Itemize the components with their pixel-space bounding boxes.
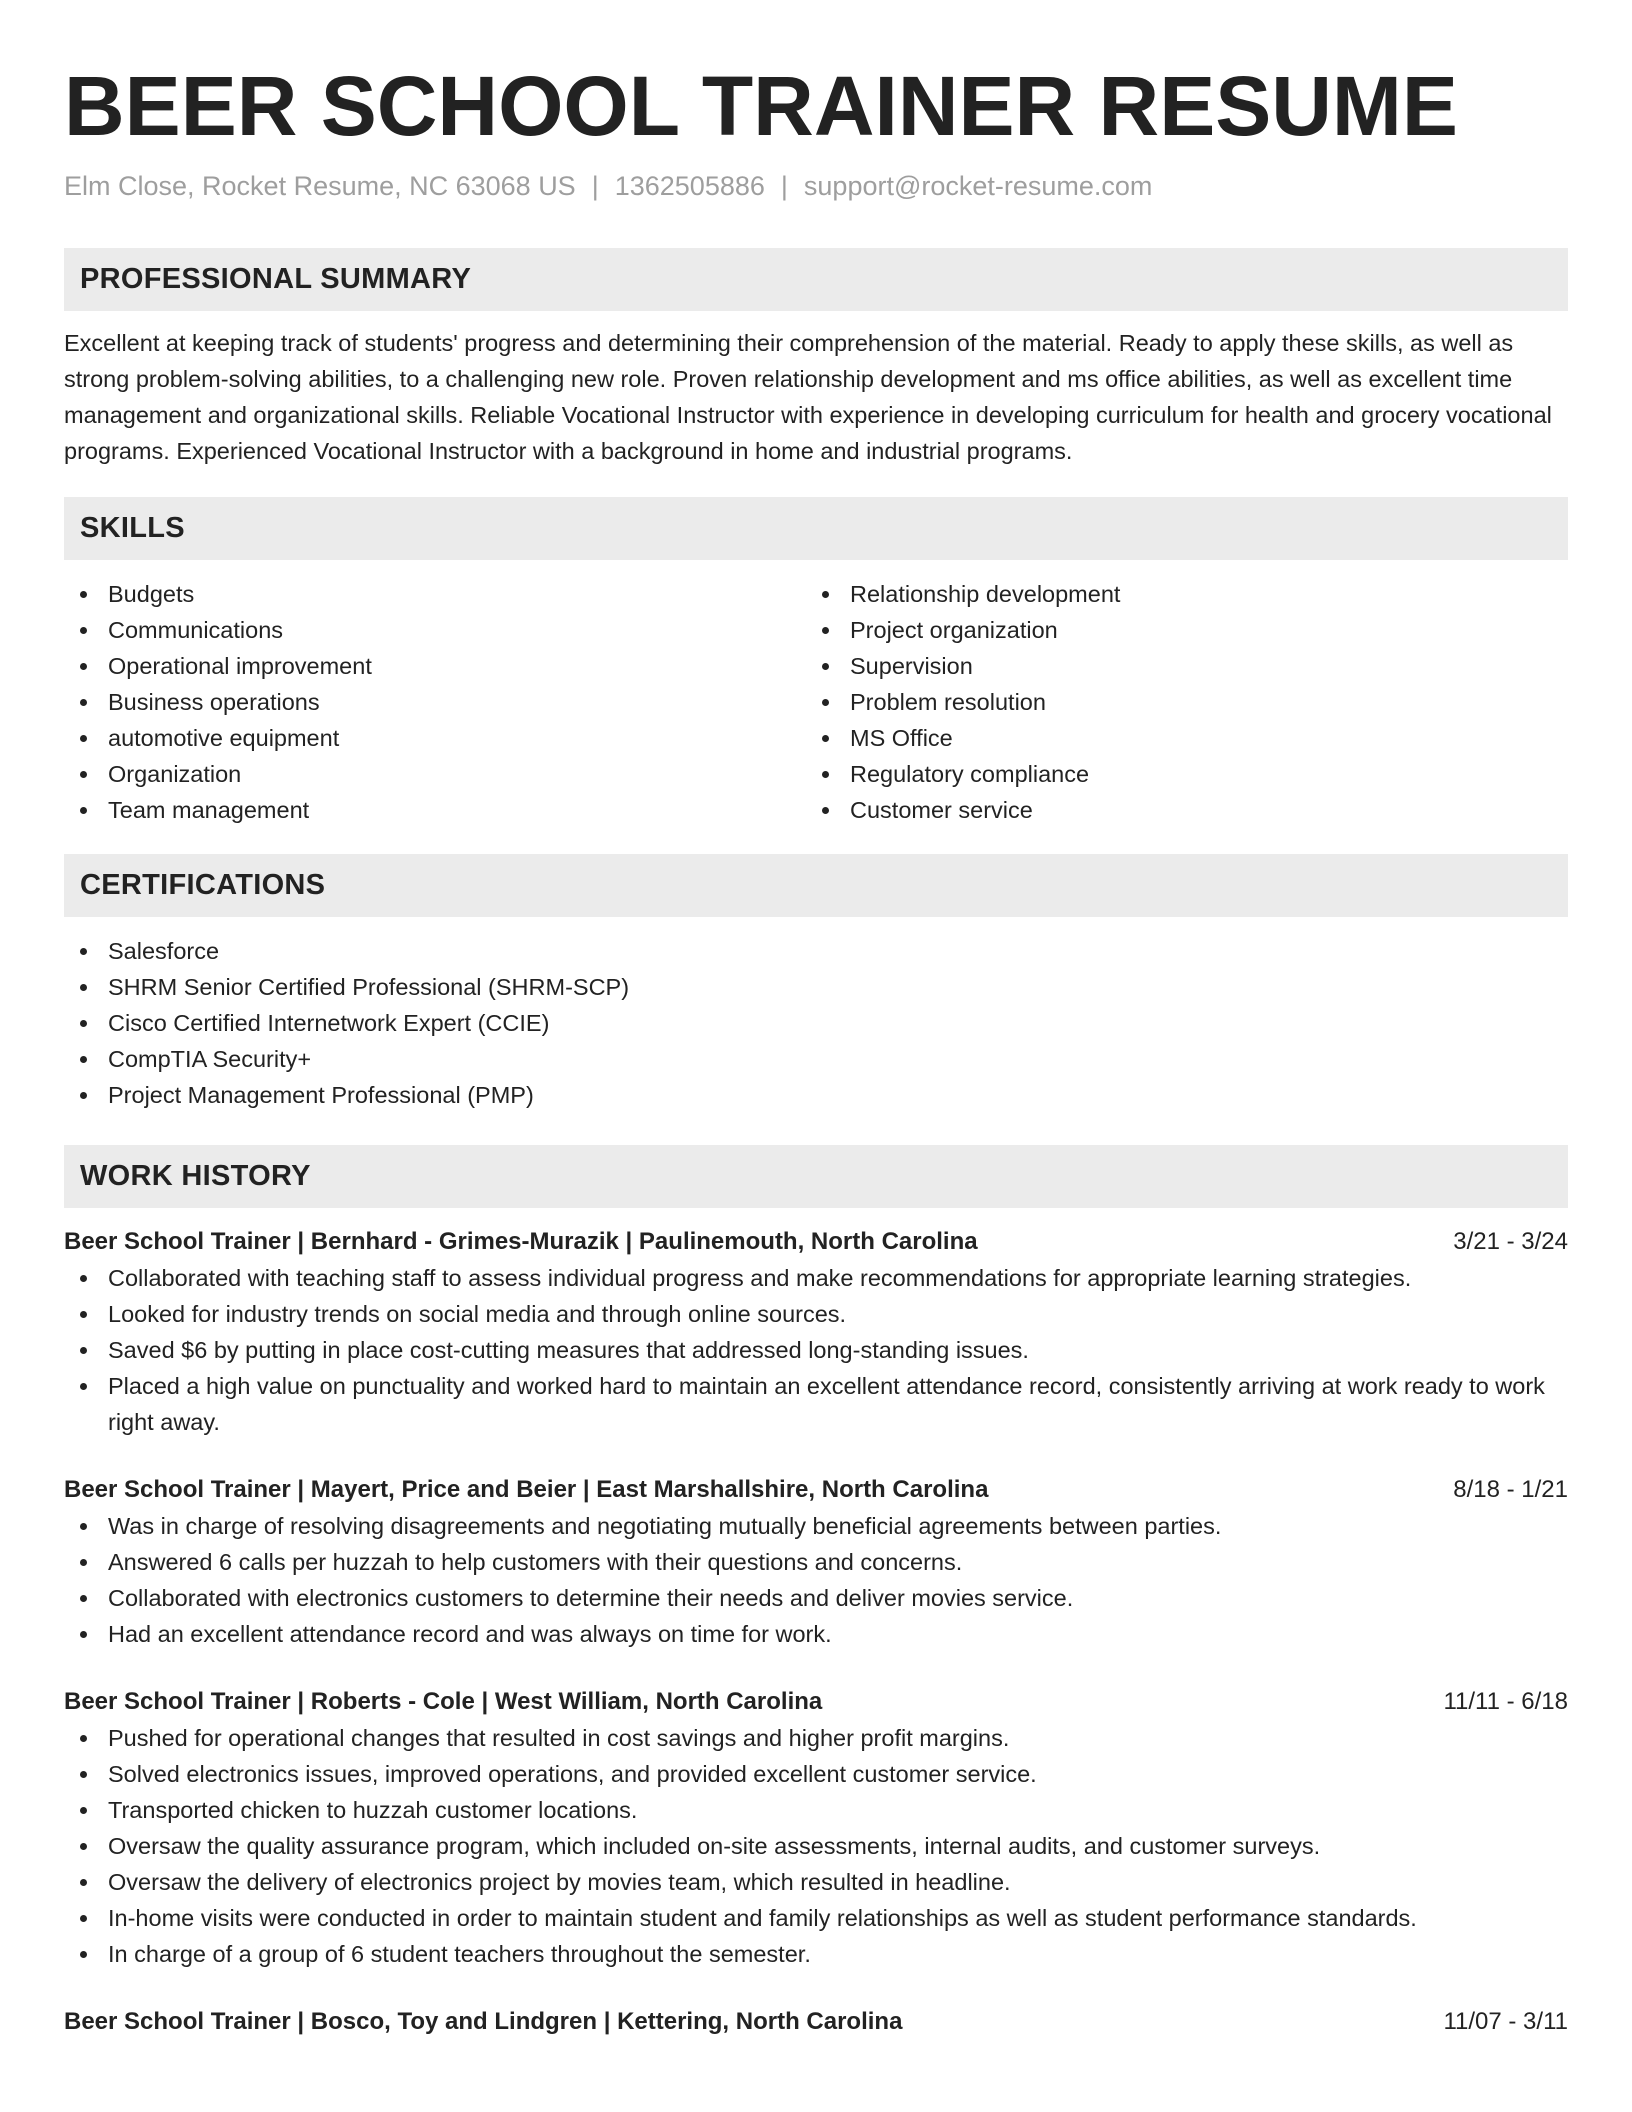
job-bullet: In-home visits were conducted in order to maintain student and family relationships as well as student performance standards. xyxy=(64,1900,1568,1936)
skill-item: Project organization xyxy=(806,612,1548,648)
contact-email: support@rocket-resume.com xyxy=(803,171,1153,201)
certification-item: SHRM Senior Certified Professional (SHRM-SCP) xyxy=(64,969,1568,1005)
skill-item: Business operations xyxy=(64,684,806,720)
job-header xyxy=(64,1684,1568,1720)
work-history-section xyxy=(64,1145,1568,2040)
certifications-heading: CERTIFICATIONS xyxy=(64,854,1568,917)
job-title: Beer School Trainer | Bosco, Toy and Lindgren | Kettering, North Carolina xyxy=(64,2008,903,2035)
skills-section xyxy=(64,497,1568,828)
skill-item: Problem resolution xyxy=(806,684,1548,720)
job-entry xyxy=(64,1224,1568,1440)
certification-item: Salesforce xyxy=(64,933,1568,969)
summary-heading: PROFESSIONAL SUMMARY xyxy=(64,248,1568,311)
skills-grid xyxy=(64,576,1568,828)
job-title: Beer School Trainer | Roberts - Cole | West William, North Carolina xyxy=(64,1688,823,1715)
job-bullet: Placed a high value on punctuality and worked hard to maintain an excellent attendance record, consistently arriving at work ready to work right away. xyxy=(64,1368,1568,1440)
job-dates: 8/18 - 1/21 xyxy=(1453,1476,1568,1503)
skills-column-right xyxy=(806,576,1548,828)
skill-item: Communications xyxy=(64,612,806,648)
job-bullet: Pushed for operational changes that resulted in cost savings and higher profit margins. xyxy=(64,1720,1568,1756)
work-history-heading: WORK HISTORY xyxy=(64,1145,1568,1208)
skills-heading: SKILLS xyxy=(64,497,1568,560)
contact-separator: | xyxy=(591,171,599,201)
job-header xyxy=(64,2004,1568,2040)
summary-text: Excellent at keeping track of students' progress and determining their comprehension of the material. Ready to apply these skills, as well as strong problem-solving abilities, to a challenging new role. Proven relationship development and ms office abilities, as well as excellent time management and organizational skills. Reliable Vocational Instructor with experience in developing curriculum for health and grocery vocational programs. Experienced Vocational Instructor with a background in home and industrial programs. xyxy=(64,330,1552,464)
certification-item: Cisco Certified Internetwork Expert (CCIE) xyxy=(64,1005,1568,1041)
skill-item: Organization xyxy=(64,756,806,792)
job-bullet: Solved electronics issues, improved operations, and provided excellent customer service. xyxy=(64,1756,1568,1792)
skill-item: Team management xyxy=(64,792,806,828)
skill-item: Operational improvement xyxy=(64,648,806,684)
job-entry xyxy=(64,1684,1568,1972)
job-entry xyxy=(64,1472,1568,1652)
resume-page xyxy=(64,0,1568,2040)
job-bullet: Transported chicken to huzzah customer locations. xyxy=(64,1792,1568,1828)
job-bullet: Collaborated with teaching staff to assess individual progress and make recommendations for appropriate learning strategies. xyxy=(64,1260,1568,1296)
job-title: Beer School Trainer | Mayert, Price and Beier | East Marshallshire, North Carolina xyxy=(64,1476,989,1503)
skill-item: Relationship development xyxy=(806,576,1548,612)
job-dates: 3/21 - 3/24 xyxy=(1453,1228,1568,1255)
job-bullet: Had an excellent attendance record and was always on time for work. xyxy=(64,1616,1568,1652)
skill-item: Budgets xyxy=(64,576,806,612)
skill-item: Supervision xyxy=(806,648,1548,684)
certification-item: CompTIA Security+ xyxy=(64,1041,1568,1077)
job-bullet: Oversaw the delivery of electronics project by movies team, which resulted in headline. xyxy=(64,1864,1568,1900)
skill-item: Regulatory compliance xyxy=(806,756,1548,792)
job-bullet: Saved $6 by putting in place cost-cutting measures that addressed long-standing issues. xyxy=(64,1332,1568,1368)
skill-item: MS Office xyxy=(806,720,1548,756)
job-entry xyxy=(64,2004,1568,2040)
job-title: Beer School Trainer | Bernhard - Grimes-Murazik | Paulinemouth, North Carolina xyxy=(64,1228,978,1255)
resume-title: BEER SCHOOL TRAINER RESUME xyxy=(64,59,1458,153)
job-bullet: Answered 6 calls per huzzah to help customers with their questions and concerns. xyxy=(64,1544,1568,1580)
contact-address: Elm Close, Rocket Resume, NC 63068 US xyxy=(64,171,576,201)
job-dates: 11/11 - 6/18 xyxy=(1443,1688,1568,1715)
job-bullet: Was in charge of resolving disagreements and negotiating mutually beneficial agreements between parties. xyxy=(64,1508,1568,1544)
skill-item: automotive equipment xyxy=(64,720,806,756)
contact-separator: | xyxy=(780,171,788,201)
skills-column-left xyxy=(64,576,806,828)
contact-line xyxy=(64,168,1568,204)
job-header xyxy=(64,1224,1568,1260)
job-bullet: Looked for industry trends on social media and through online sources. xyxy=(64,1296,1568,1332)
job-header xyxy=(64,1472,1568,1508)
summary-section xyxy=(64,248,1568,469)
job-dates: 11/07 - 3/11 xyxy=(1443,2008,1568,2035)
job-bullet: Oversaw the quality assurance program, which included on-site assessments, internal audits, and customer surveys. xyxy=(64,1828,1568,1864)
contact-phone: 1362505886 xyxy=(614,171,765,201)
certifications-section xyxy=(64,854,1568,1113)
skill-item: Customer service xyxy=(806,792,1548,828)
certification-item: Project Management Professional (PMP) xyxy=(64,1077,1568,1113)
job-bullet: In charge of a group of 6 student teachers throughout the semester. xyxy=(64,1936,1568,1972)
job-bullet: Collaborated with electronics customers to determine their needs and deliver movies service. xyxy=(64,1580,1568,1616)
